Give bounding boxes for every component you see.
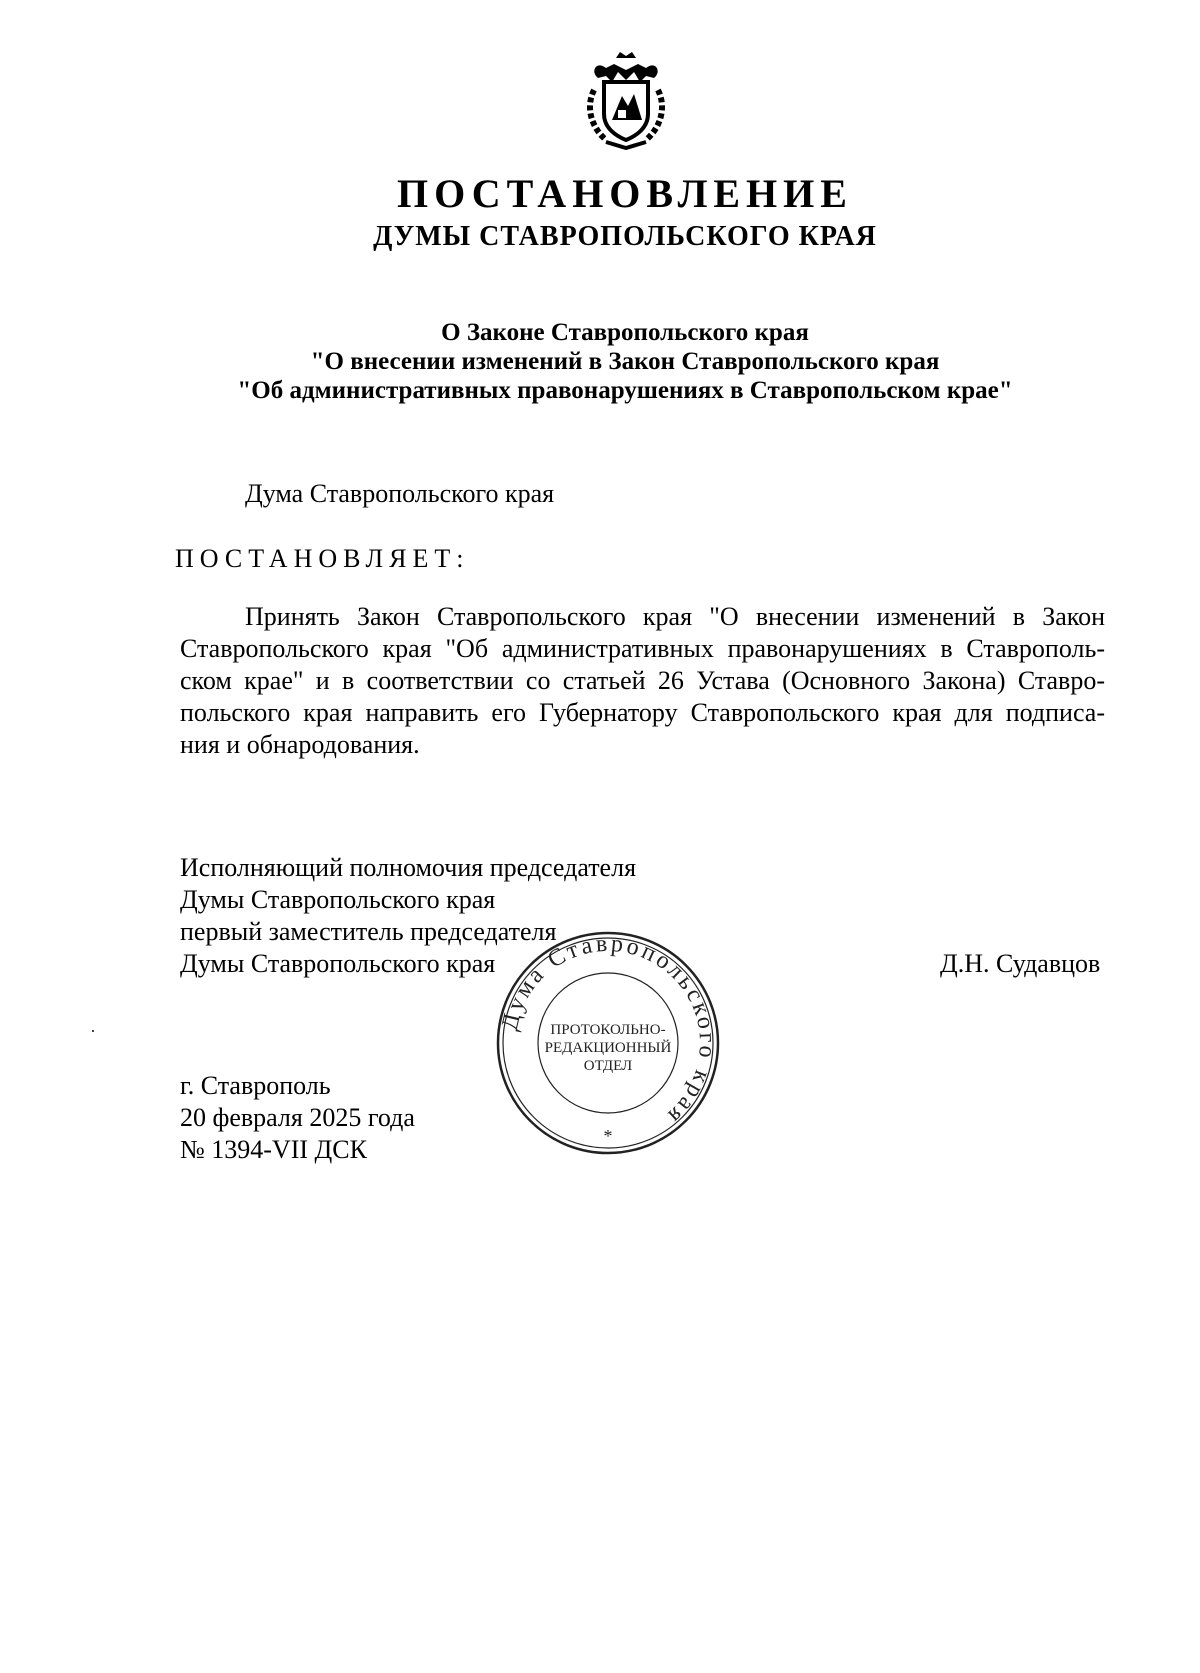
paragraph-line: Ставропольского края "Об административных правонарушениях в Ставрополь- [180,634,1105,663]
paragraph-line: ском крае" и в соответствии со статьей 26 Устава (Основного Закона) Ставро- [180,666,1105,695]
stamp-star-mark: * [603,1126,613,1146]
position-line: первый заместитель председателя [180,917,557,946]
document-footer [180,1070,415,1166]
subject-line: "Об административных правонарушениях в Ставропольском крае" [237,377,1013,404]
official-stamp [493,928,723,1158]
footer-date: 20 февраля 2025 года [180,1103,415,1132]
scan-speck [92,1030,94,1032]
position-line: Думы Ставропольского края [180,949,496,978]
position-line: Думы Ставропольского края [180,885,496,914]
decree-word: ПОСТАНОВЛЯЕТ: [175,544,470,573]
stamp-center-line: ОТДЕЛ [583,1058,633,1074]
document-subtitle: ДУМЫ СТАВРОПОЛЬСКОГО КРАЯ [373,221,877,252]
document-subject [0,318,1200,405]
issuing-body: Дума Ставропольского края [245,479,555,508]
coat-of-arms-icon [576,50,676,150]
subject-line: "О внесении изменений в Закон Ставропольского края [310,348,940,375]
stamp-center-line: ПРОТОКОЛЬНО- [550,1022,666,1038]
footer-number: № 1394-VII ДСК [180,1135,367,1164]
position-line: Исполняющий полномочия председателя [180,853,637,882]
paragraph-line: Принять Закон Ставропольского края "О внесении изменений в Закон [245,602,1105,631]
paragraph-line: польского края направить его Губернатору Ставропольского края для подписа- [180,698,1105,727]
subject-line: О Законе Ставропольского края [441,319,809,346]
document-title: ПОСТАНОВЛЕНИЕ [397,171,853,216]
stamp-center-line: РЕДАКЦИОННЫЙ [544,1040,672,1056]
stamp-ring-text: Дума Ставропольского края [496,930,721,1131]
footer-city: г. Ставрополь [180,1071,331,1100]
resolution-paragraph [180,601,1105,761]
signer-name: Д.Н. Судавцов [940,949,1101,978]
paragraph-line: ния и обнародования. [180,730,420,759]
